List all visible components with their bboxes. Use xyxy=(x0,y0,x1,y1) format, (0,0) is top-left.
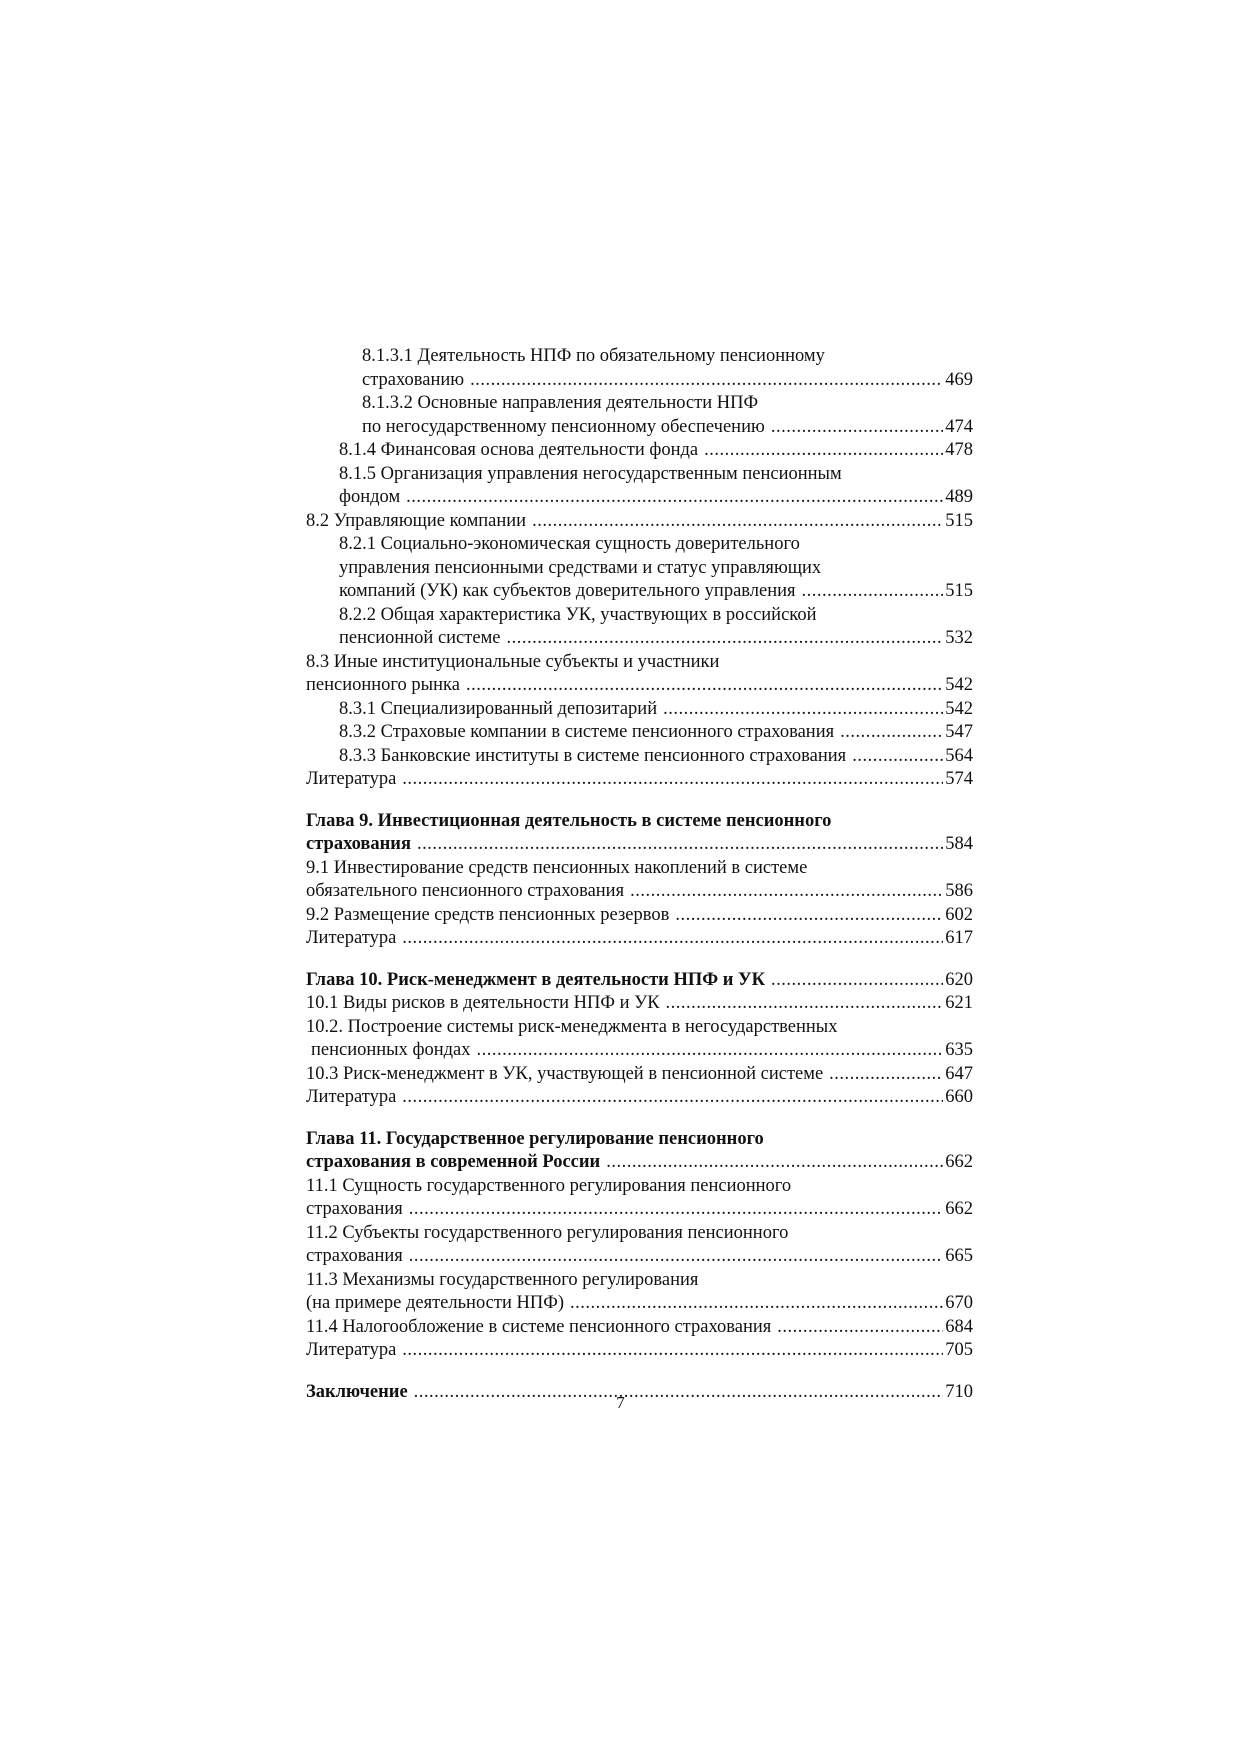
toc-entry-page: 620 xyxy=(945,969,973,990)
toc-chapter-heading xyxy=(306,833,973,857)
toc-entry-title: по негосударственному пенсионному обеспечению xyxy=(362,416,765,437)
toc-entry xyxy=(306,992,973,1016)
toc-entry xyxy=(306,880,973,904)
dot-leader xyxy=(417,833,943,857)
toc-chapter-heading xyxy=(306,1151,973,1175)
dot-leader xyxy=(470,369,943,393)
section-gap xyxy=(306,1363,973,1381)
dot-leader xyxy=(409,1245,943,1269)
toc-entry-title: 10.2. Построение системы риск-менеджмента в негосударственных xyxy=(306,1016,838,1037)
dot-leader xyxy=(675,904,943,928)
toc-entry-page: 515 xyxy=(945,510,973,531)
toc-entry-title: 8.3.1 Специализированный депозитарий xyxy=(339,698,658,719)
toc-entry xyxy=(306,745,973,769)
dot-leader xyxy=(771,416,943,440)
toc-entry-page: 705 xyxy=(945,1340,973,1360)
toc-entry xyxy=(306,1292,973,1316)
toc-entry xyxy=(306,1086,973,1110)
toc-entry-title: Заключение xyxy=(306,1381,408,1402)
toc-entry-page: 710 xyxy=(945,1381,973,1402)
toc-entry-title: Литература xyxy=(306,769,397,789)
dot-leader xyxy=(840,721,943,745)
toc-entry-title: управления пенсионными средствами и статус управляющих xyxy=(339,557,822,578)
dot-leader xyxy=(409,1198,943,1222)
toc-entry-title: страхования xyxy=(306,1199,403,1219)
section-gap xyxy=(306,951,973,969)
toc-entry-page: 547 xyxy=(945,722,973,742)
toc-entry xyxy=(306,345,973,369)
toc-entry-page: 684 xyxy=(945,1316,973,1337)
toc-entry-page: 586 xyxy=(945,881,973,901)
toc-entry xyxy=(306,698,973,722)
section-gap xyxy=(306,792,973,810)
toc-entry-title: страхования xyxy=(306,1246,403,1266)
toc-entry-title: страхования в современной России xyxy=(306,1152,601,1172)
toc-entry-title: (на примере деятельности НПФ) xyxy=(306,1293,564,1313)
dot-leader xyxy=(466,674,943,698)
toc-entry xyxy=(306,651,973,675)
toc-entry-page: 478 xyxy=(945,440,973,460)
toc-entry-title: 11.1 Сущность государственного регулирования пенсионного xyxy=(306,1175,792,1196)
toc-entry-page: 574 xyxy=(945,769,973,789)
table-of-contents xyxy=(306,345,973,1404)
toc-entry xyxy=(306,904,973,928)
toc-entry-title: 8.1.5 Организация управления негосударственным пенсионным xyxy=(339,463,842,484)
dot-leader xyxy=(402,768,943,792)
dot-leader xyxy=(406,486,943,510)
toc-entry xyxy=(306,369,973,393)
toc-entry xyxy=(306,557,973,581)
toc-entry-page: 515 xyxy=(945,581,973,601)
toc-entry-page: 665 xyxy=(945,1246,973,1266)
toc-entry-title: 8.3 Иные институциональные субъекты и участники xyxy=(306,651,720,672)
toc-entry-page: 532 xyxy=(945,628,973,648)
toc-entry-title: 8.2 Управляющие компании xyxy=(306,510,527,531)
toc-entry-title: 11.2 Субъекты государственного регулирования пенсионного xyxy=(306,1222,789,1243)
toc-entry xyxy=(306,439,973,463)
toc-entry-title: страхованию xyxy=(362,369,465,390)
toc-entry xyxy=(306,1245,973,1269)
toc-chapter-heading xyxy=(306,969,973,993)
toc-entry-page: 670 xyxy=(945,1293,973,1313)
toc-entry-page: 647 xyxy=(945,1063,973,1084)
toc-entry-title: 10.3 Риск-менеджмент в УК, участвующей в пенсионной системе xyxy=(306,1063,824,1084)
dot-leader xyxy=(771,969,943,993)
toc-entry-page: 602 xyxy=(945,904,973,925)
toc-entry xyxy=(306,927,973,951)
toc-entry-title: обязательного пенсионного страхования xyxy=(306,881,625,901)
toc-entry-title: страхования xyxy=(306,834,411,854)
toc-entry xyxy=(306,533,973,557)
dot-leader xyxy=(630,880,943,904)
toc-entry xyxy=(306,604,973,628)
toc-entry xyxy=(306,768,973,792)
dot-leader xyxy=(402,927,943,951)
toc-entry-title: Литература xyxy=(306,928,397,948)
dot-leader xyxy=(402,1086,943,1110)
dot-leader xyxy=(829,1063,943,1087)
toc-entry-page: 542 xyxy=(945,698,973,719)
toc-entry-title: Глава 11. Государственное регулирование пенсионного xyxy=(306,1128,764,1149)
toc-entry-title: Глава 10. Риск-менеджмент в деятельности НПФ и УК xyxy=(306,969,766,990)
toc-entry-page: 660 xyxy=(945,1087,973,1107)
toc-entry xyxy=(306,627,973,651)
toc-entry-page: 662 xyxy=(945,1199,973,1219)
toc-entry-page: 621 xyxy=(945,993,973,1013)
toc-entry xyxy=(306,1175,973,1199)
toc-entry-title: 8.2.2 Общая характеристика УК, участвующих в российской xyxy=(339,604,817,625)
dot-leader xyxy=(606,1151,943,1175)
toc-entry-title: 11.4 Налогообложение в системе пенсионного страхования xyxy=(306,1316,772,1337)
toc-entry-title: пенсионного рынка xyxy=(306,675,460,695)
dot-leader xyxy=(570,1292,943,1316)
toc-entry xyxy=(306,1039,973,1063)
toc-entry-title: 10.1 Виды рисков в деятельности НПФ и УК xyxy=(306,993,660,1013)
toc-entry-title: 8.2.1 Социально-экономическая сущность доверительного xyxy=(339,534,800,554)
toc-entry-title: 8.3.2 Страховые компании в системе пенсионного страхования xyxy=(339,722,835,742)
dot-leader xyxy=(663,698,943,722)
toc-entry-title: 8.3.3 Банковские институты в системе пенсионного страхования xyxy=(339,745,847,766)
toc-entry xyxy=(306,510,973,534)
section-gap xyxy=(306,1110,973,1128)
toc-entry xyxy=(306,857,973,881)
toc-entry-title: пенсионной системе xyxy=(339,628,501,648)
toc-entry-title: 8.1.3.1 Деятельность НПФ по обязательному пенсионному xyxy=(362,346,825,366)
dot-leader xyxy=(802,580,944,604)
dot-leader xyxy=(666,992,944,1016)
toc-entry xyxy=(306,486,973,510)
toc-entry-title: Литература xyxy=(306,1340,397,1360)
toc-entry-title: Литература xyxy=(306,1087,397,1107)
toc-entry-title: 8.1.3.2 Основные направления деятельности НПФ xyxy=(362,393,759,413)
toc-entry-page: 617 xyxy=(945,928,973,948)
toc-entry xyxy=(306,674,973,698)
toc-entry-page: 564 xyxy=(945,745,973,766)
toc-chapter-heading xyxy=(306,810,973,834)
toc-entry-page: 584 xyxy=(945,834,973,854)
toc-entry xyxy=(306,721,973,745)
dot-leader xyxy=(507,627,944,651)
toc-entry-page: 662 xyxy=(945,1152,973,1172)
toc-entry xyxy=(306,1016,973,1040)
toc-entry-title: пенсионных фондах xyxy=(311,1040,471,1060)
toc-entry xyxy=(306,463,973,487)
toc-entry-title: 9.1 Инвестирование средств пенсионных накоплений в системе xyxy=(306,857,808,878)
toc-entry-page: 635 xyxy=(945,1040,973,1060)
dot-leader xyxy=(477,1039,944,1063)
toc-entry xyxy=(306,416,973,440)
toc-entry-page: 469 xyxy=(945,369,973,390)
toc-entry-page: 489 xyxy=(945,487,973,507)
dot-leader xyxy=(532,510,943,534)
toc-entry-title: 8.1.4 Финансовая основа деятельности фонда xyxy=(339,440,699,460)
toc-entry-page: 542 xyxy=(945,675,973,695)
page-number: 7 xyxy=(616,1393,625,1412)
toc-entry-title: Глава 9. Инвестиционная деятельность в системе пенсионного xyxy=(306,810,832,831)
toc-entry xyxy=(306,1269,973,1293)
toc-entry xyxy=(306,580,973,604)
toc-entry xyxy=(306,1063,973,1087)
dot-leader xyxy=(852,745,943,769)
toc-entry-page: 474 xyxy=(945,416,973,437)
dot-leader xyxy=(402,1339,943,1363)
toc-entry-title: фондом xyxy=(339,487,401,507)
dot-leader xyxy=(704,439,943,463)
toc-chapter-heading xyxy=(306,1128,973,1152)
toc-entry-title: 11.3 Механизмы государственного регулирования xyxy=(306,1269,699,1290)
dot-leader xyxy=(777,1316,943,1340)
toc-entry-title: 9.2 Размещение средств пенсионных резервов xyxy=(306,904,670,925)
toc-entry xyxy=(306,392,973,416)
toc-entry-title: компаний (УК) как субъектов доверительного управления xyxy=(339,581,796,601)
toc-entry xyxy=(306,1316,973,1340)
toc-entry xyxy=(306,1222,973,1246)
toc-entry xyxy=(306,1198,973,1222)
toc-entry xyxy=(306,1339,973,1363)
